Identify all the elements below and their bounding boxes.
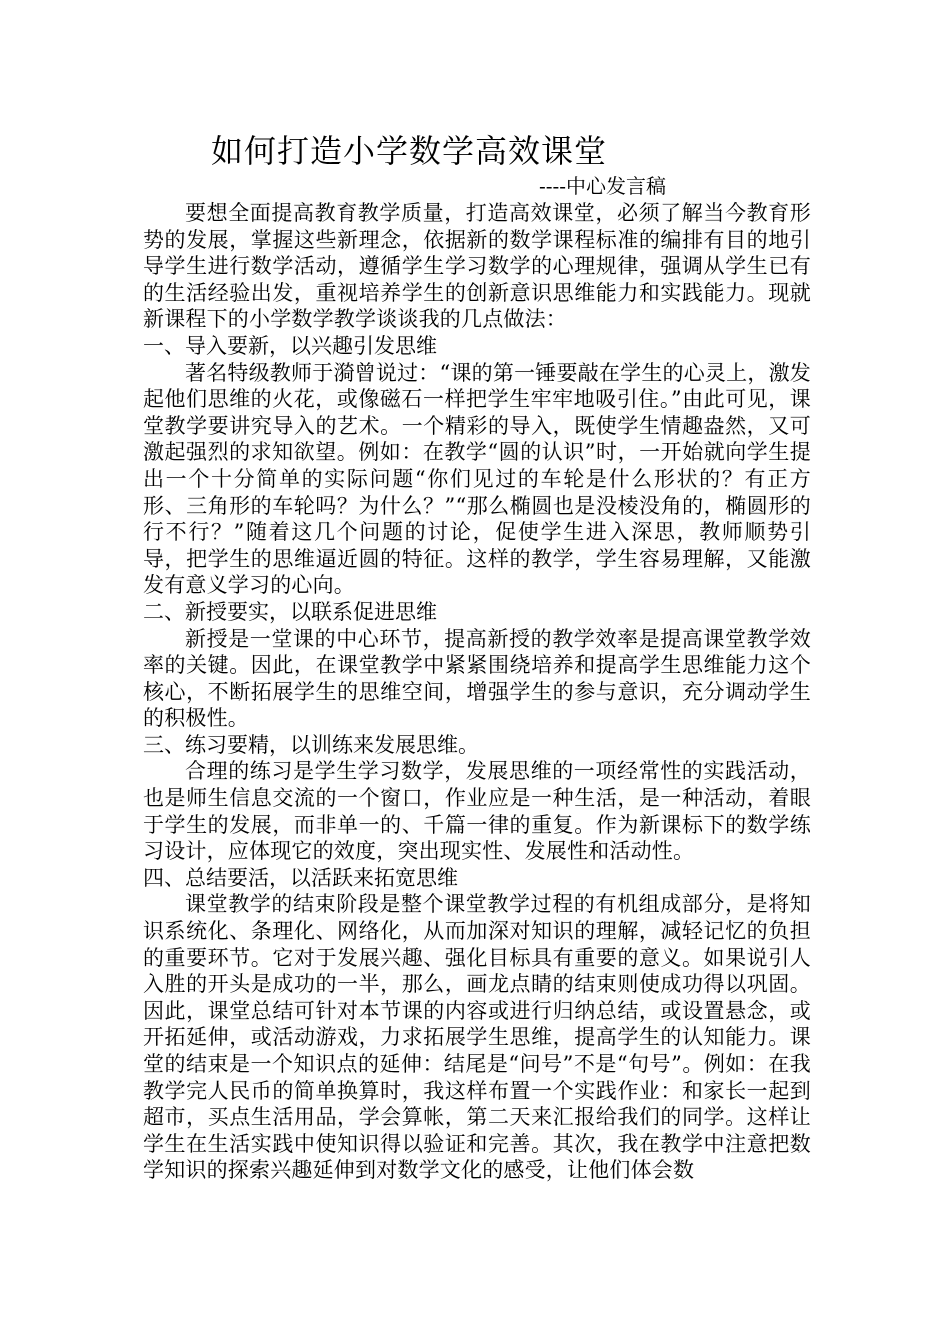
section-heading-1: 一、导入要新，以兴趣引发思维 — [143, 333, 437, 358]
section-body-1: 著名特级教师于漪曾说过：“课的第一锤要敲在学生的心灵上，激发起他们思维的火花，或像磁石一样把学生牢牢地吸引住。”由此可见，课堂教学要讲究导入的艺术。一个精彩的导入，既使学生情趣盎然，又可激起强烈的求知欲望。例如：在教学“圆的认识”时，一开始就向学生提出一个十分简单的实际问题“你们见过的车轮是什么形状的？有正方形、三角形的车轮吗？为什么？”“那么椭圆也是没棱没角的，椭圆形的行不行？”随着这几个问题的讨论，促使学生进入深思，教师顺势引导，把学生的思维逼近圆的特征。这样的教学，学生容易理解，又能激发有意义学习的心向。 — [143, 360, 811, 598]
document-title: 如何打造小学数学高效课堂 — [211, 132, 608, 170]
document-subtitle: ----中心发言稿 — [539, 174, 667, 198]
section-body-2: 新授是一堂课的中心环节，提高新授的教学效率是提高课堂教学效率的关键。因此，在课堂教学中紧紧围绕培养和提高学生思维能力这个核心，不断拓展学生的思维空间，增强学生的参与意识，充分调动学生的积极性。 — [143, 626, 811, 731]
section-body-3: 合理的练习是学生学习数学，发展思维的一项经常性的实践活动，也是师生信息交流的一个窗口，作业应是一种生活，是一种活动，着眼于学生的发展，而非单一的、千篇一律的重复。作为新课标下的数学练习设计，应体现它的效度，突出现实性、发展性和活动性。 — [143, 759, 811, 864]
section-body-4: 课堂教学的结束阶段是整个课堂教学过程的有机组成部分，是将知识系统化、条理化、网络化，从而加深对知识的理解，减轻记忆的负担的重要环节。它对于发展兴趣、强化目标具有重要的意义。如果说引人入胜的开头是成功的一半，那么，画龙点睛的结束则使成功得以巩固。因此，课堂总结可针对本节课的内容或进行归纳总结，或设置悬念，或开拓延伸，或活动游戏，力求拓展学生思维，提高学生的认知能力。课堂的结束是一个知识点的延伸：结尾是“问号”不是“句号”。例如：在我教学完人民币的简单换算时，我这样布置一个实践作业：和家长一起到超市，买点生活用品，学会算帐，第二天来汇报给我们的同学。这样让学生在生活实践中使知识得以验证和完善。其次，我在教学中注意把数学知识的探索兴趣延伸到对数学文化的感受，让他们体会数 — [143, 892, 811, 1183]
intro-paragraph: 要想全面提高教育教学质量，打造高效课堂，必须了解当今教育形势的发展，掌握这些新理念，依据新的数学课程标准的编排有目的地引导学生进行数学活动，遵循学生学习数学的心理规律，强调从学生已有的生活经验出发，重视培养学生的创新意识思维能力和实践能力。现就新课程下的小学数学教学谈谈我的几点做法： — [143, 201, 811, 332]
document-page — [143, 128, 811, 1184]
section-heading-4: 四、总结要活，以活跃来拓宽思维 — [143, 865, 458, 890]
section-heading-2: 二、新授要实，以联系促进思维 — [143, 599, 437, 624]
section-heading-3: 三、练习要精，以训练来发展思维。 — [143, 732, 479, 757]
